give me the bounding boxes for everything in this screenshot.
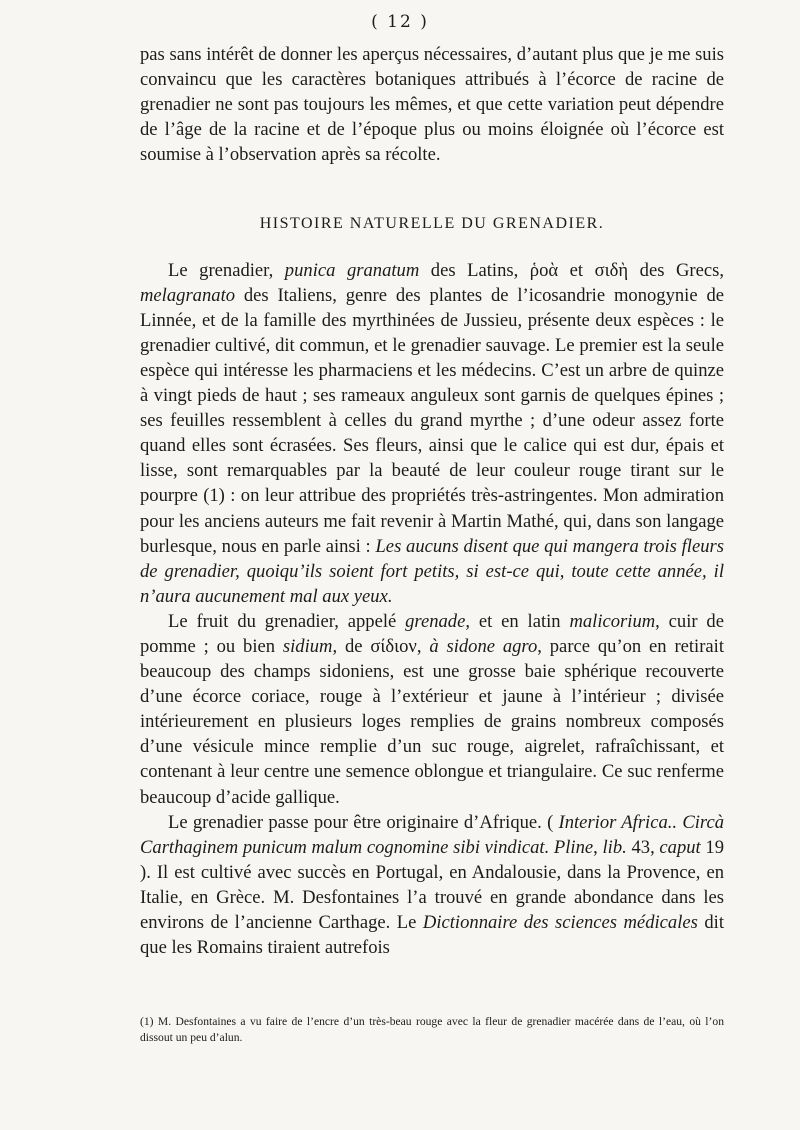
italic-text: sidium bbox=[282, 635, 333, 657]
paragraph bbox=[140, 258, 724, 609]
text-run: , parce qu’on en retirait beaucoup des champs sidoniens, est une grosse baie sphérique recouverte d’une écorce coriace, rouge à l’extérieur et jaune à l’intérieur ; divisée intérieurement en plusieurs loges remplies de grains nombreux composés d’une vésicule mince remplie d’un suc rouge, aigrelet, rafraîchissant, et contenant à leur centre une semence oblongue et triangulaire. Ce suc renferme beaucoup d’acide gallique. bbox=[140, 635, 724, 808]
text-run: dit que les Romains tiraient autrefois bbox=[140, 912, 724, 959]
italic-text: Interior Africa.. Circà Carthaginem punicum malum cognomine sibi vindicat. Pline bbox=[140, 811, 724, 858]
italic-text: malicorium bbox=[569, 610, 656, 632]
text-run: des Italiens, genre des plantes de l’icosandrie monogynie de Linnée, et de la famille des myrthinées de Jussieu, présente deux espèces : le grenadier cultivé, dit commun, et le grenadier sauvage. Le premier est la seule espèce qui intéresse les pharmaciens et les médecins. C’est un arbre de quinze à vingt pieds de haut ; ses rameaux anguleux sont garnis de quelques épines ; ses feuilles ressemblent à celles du grand myrthe ; d’une odeur assez forte quand elles sont écrasées. Ses fleurs, ainsi que le calice qui est dur, épais et lisse, sont remarquables par la beauté de leur couleur rouge tirant sur le pourpre (1) : on leur attribue des propriétés très-astringentes. Mon admiration pour les anciens auteurs me fait revenir à Martin Mathé, qui, dans son langage burlesque, nous en parle ainsi : bbox=[140, 284, 724, 557]
text-run: pas sans intérêt de donner les aperçus nécessaires, d’autant plus que je me suis convaincu que les caractères botaniques attribués à l’écorce de racine de grenadier ne sont pas toujours les mêmes, et que cette variation peut dépendre de l’âge de la racine et de l’époque plus ou moins éloignée où l’écorce est soumise à l’observation après sa récolte. bbox=[140, 44, 724, 166]
text-run: Le grenadier, bbox=[168, 259, 285, 281]
text-run: Le fruit du grenadier, appelé bbox=[168, 610, 406, 632]
text-run: , bbox=[593, 836, 603, 858]
text-run: Le grenadier passe pour être originaire d’Afrique. ( bbox=[168, 811, 559, 833]
paragraph bbox=[140, 42, 724, 167]
italic-text: à sidone agro bbox=[429, 635, 538, 657]
section-heading: HISTOIRE NATURELLE DU GRENADIER. bbox=[259, 215, 605, 233]
italic-text: melagranato bbox=[140, 284, 236, 306]
text-run: 19 ). Il est cultivé avec succès en Portugal, en Andalousie, dans la Provence, en Italie, en Grèce. M. Desfontaines l’a trouvé en grande abondance dans les environs de l’ancienne Carthage. Le bbox=[140, 836, 725, 933]
italic-text: Les aucuns disent que qui mangera trois fleurs de grenadier, quoiqu’ils soient fort petits, si est-ce qui, toute cette année, il n’aura aucunement mal aux yeux. bbox=[140, 535, 724, 607]
text-run: , cuir de pomme ; ou bien bbox=[140, 610, 724, 657]
footnote: (1) M. Desfontaines a vu faire de l’encre d’un très-beau rouge avec la fleur de grenadier macérée dans de l’eau, où l’on dissout un peu d’alun. bbox=[140, 1015, 724, 1044]
paragraph bbox=[140, 609, 724, 810]
page-text bbox=[140, 42, 724, 960]
text-run: , de σίδιον, bbox=[332, 635, 430, 657]
text-run: , et en latin bbox=[465, 610, 570, 632]
italic-text: Dictionnaire des sciences médicales bbox=[422, 912, 698, 933]
paragraph bbox=[140, 810, 724, 961]
italic-text: punica granatum bbox=[284, 259, 420, 281]
italic-text: lib. bbox=[602, 836, 627, 858]
page-number: ( 12 ) bbox=[371, 12, 429, 32]
italic-text: grenade bbox=[405, 610, 466, 632]
italic-text: caput bbox=[659, 836, 701, 858]
text-run: 43, bbox=[626, 836, 660, 858]
text-run: des Latins, ῥοὰ et σιδὴ des Grecs, bbox=[419, 259, 724, 281]
